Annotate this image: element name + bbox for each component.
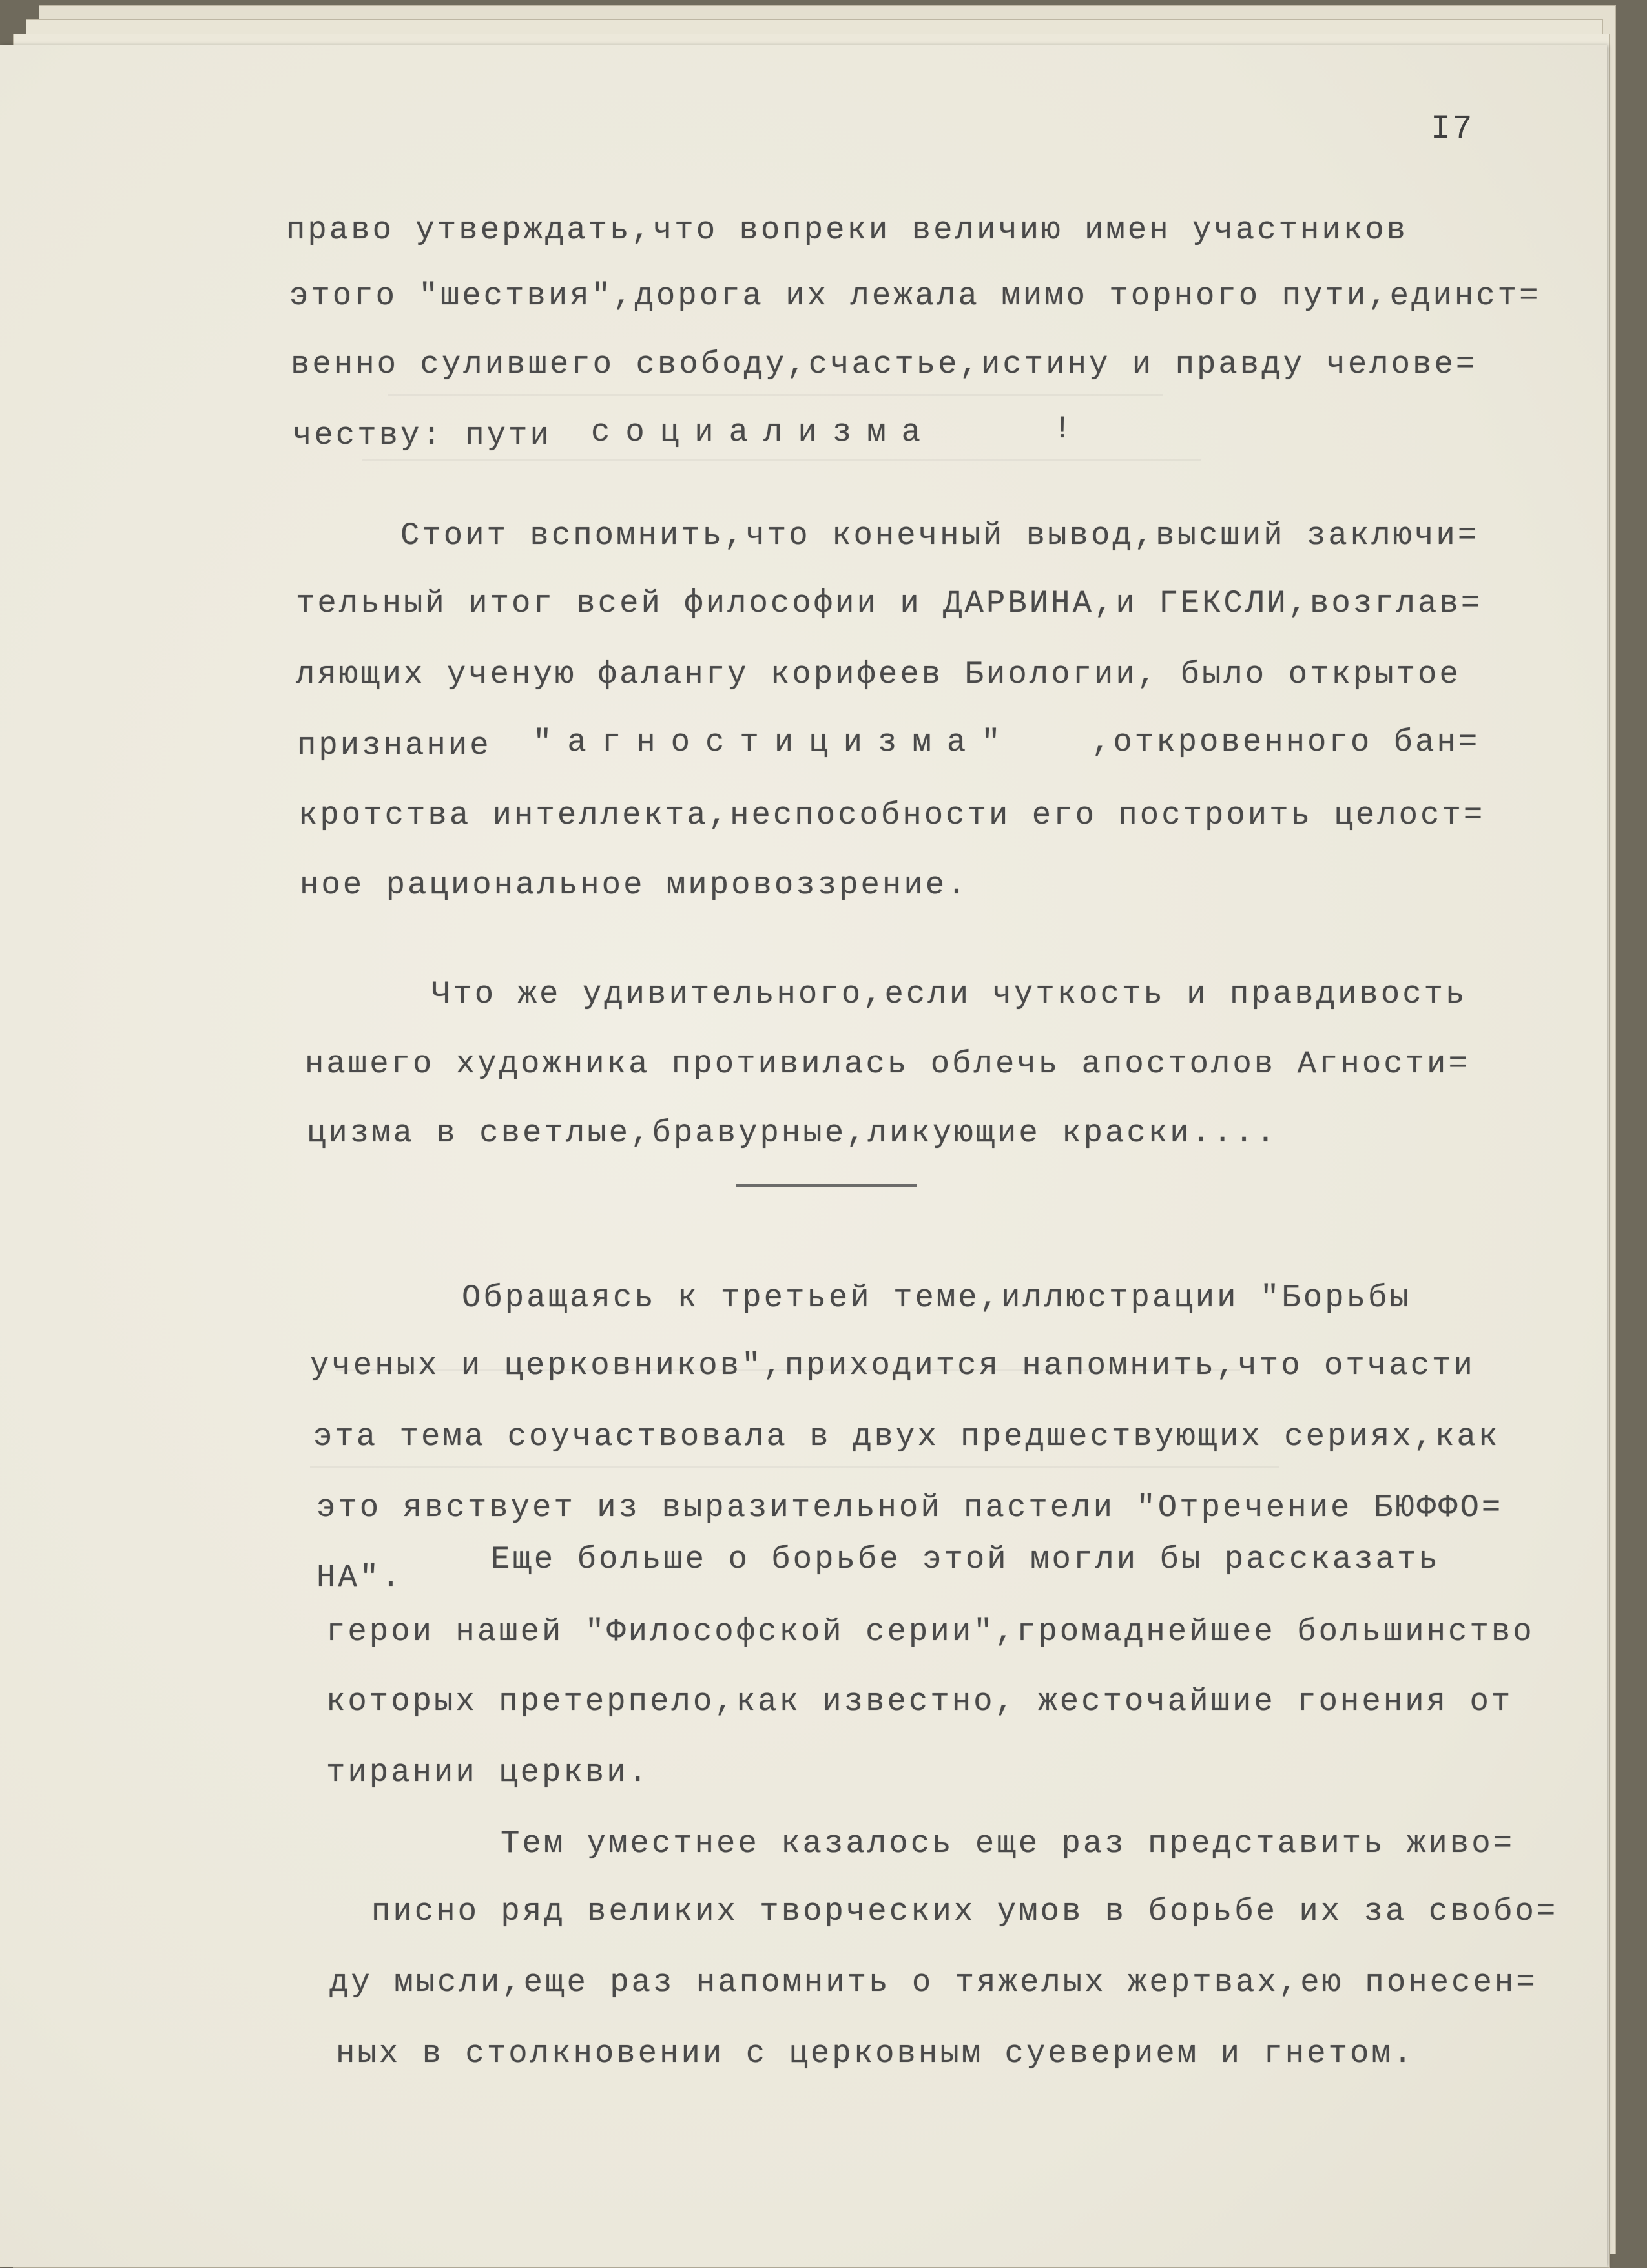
text-line: этого "шествия",дорога их лежала мимо торного пути,единст= (289, 278, 1541, 314)
text-line: ное рациональное мировоззрение. (300, 867, 969, 903)
text-line: честву: пути (293, 417, 552, 453)
section-separator (736, 1184, 917, 1187)
text-line: тирании церкви. (326, 1754, 650, 1791)
text-line: это явствует из выразительной пастели "Отречение БЮФФО= (316, 1490, 1504, 1526)
text-line: признание (297, 727, 492, 764)
text-line: цизма в светлые,бравурные,ликующие краски.... (307, 1115, 1278, 1151)
text-line: Что же удивительного,если чуткость и правдивость (431, 976, 1467, 1012)
text-line: Тем уместнее казалось еще раз представить живо= (501, 1826, 1515, 1862)
text-line: эта тема соучаствовала в двух предшествующих сериях,как (313, 1419, 1500, 1455)
text-line: ученых и церковников",приходится напомнить,что отчасти (310, 1347, 1475, 1384)
text-line: кротства интеллекта,неспособности его построить целост= (298, 797, 1486, 833)
text-line: Еще больше о борьбе этой могли бы рассказать (491, 1541, 1440, 1577)
typewritten-page (0, 45, 1607, 2267)
text-line: ду мысли,еще раз напомнить о тяжелых жертвах,ею понесен= (329, 1964, 1538, 2001)
text-line: герои нашей "Философской серии",громаднейшее большинство (326, 1614, 1535, 1650)
body-text (0, 45, 1607, 2267)
text-line: НА". (316, 1559, 403, 1596)
text-line-spaced: "агностицизма" (533, 724, 1016, 760)
text-line: нашего художника противилась облечь апостолов Агности= (305, 1046, 1470, 1082)
text-line: писно ряд великих творческих умов в борьбе их за свобо= (371, 1893, 1559, 1930)
text-line: право утверждать,что вопреки величию имен участников (286, 212, 1409, 248)
text-line: венно сулившего свободу,счастье,истину и правду челове= (291, 346, 1478, 382)
text-line: ных в столкновении с церковным суеверием и гнетом. (336, 2035, 1415, 2072)
page-number: I7 (1431, 110, 1474, 148)
text-line: которых претерпело,как известно, жесточайшие гонения от (326, 1683, 1513, 1720)
text-line: Стоит вспомнить,что конечный вывод,высший заключи= (400, 517, 1480, 554)
text-line: тельный итог всей философии и ДАРВИНА,и ГЕКСЛИ,возглав= (296, 585, 1483, 621)
text-line: ! (1053, 411, 1075, 447)
text-line: Обращаясь к третьей теме,иллюстрации "Борьбы (462, 1280, 1411, 1316)
text-line-spaced: социализма (591, 414, 937, 450)
text-line: ляющих ученую фалангу корифеев Биологии, было открытое (296, 656, 1461, 692)
text-line: ,откровенного бан= (1092, 724, 1480, 760)
